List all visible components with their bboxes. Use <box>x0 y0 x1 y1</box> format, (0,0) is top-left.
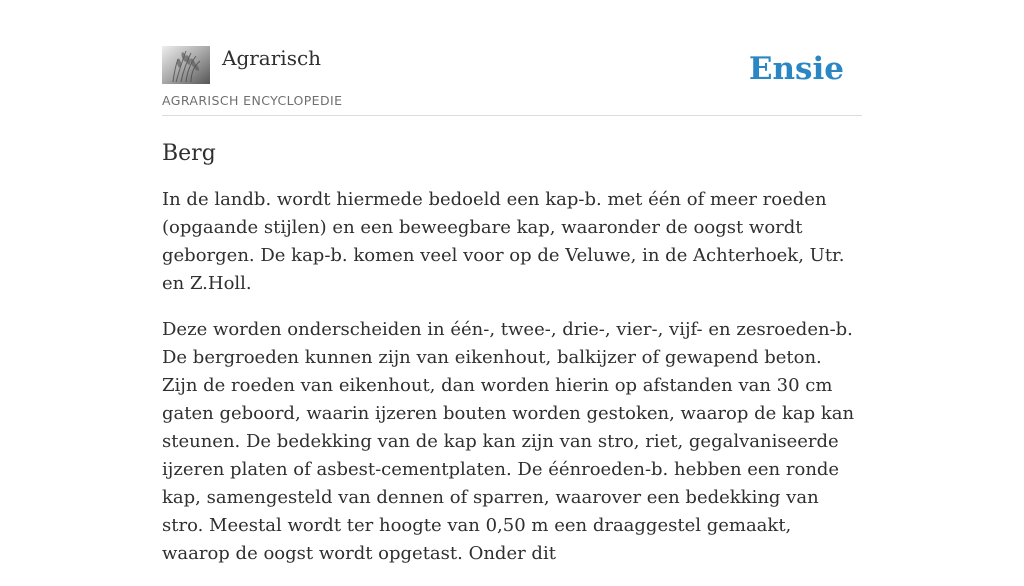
article-paragraph-1: In de landb. wordt hiermede bedoeld een kap-b. met één of meer roeden (opgaande stijlen) en een beweegbare kap, waaronder de oogst wordt geborgen. De kap-b. komen veel voor op de Veluwe, in de Achterhoek, Utr. en Z.Holl. <box>162 189 845 294</box>
brand-logo[interactable]: Ensie <box>748 51 844 87</box>
site-header <box>162 0 862 116</box>
article-paragraph-2: Deze worden onderscheiden in één-, twee-, drie-, vier-, vijf- en zesroeden-b. De bergroeden kunnen zijn van eikenhout, balkijzer of gewapend beton. Zijn de roeden van eikenhout, dan worden hierin op afstanden van 30 cm gaten geboord, waarin ijzeren bouten worden gestoken, waarop de kap kan steunen. De bedekking van de kap kan zijn van stro, riet, gegalvaniseerde ijzeren platen of asbest-cementplaten. De éénroeden-b. hebben een ronde kap, samengesteld van dennen of sparren, waarover een bedekking van stro. Meestal wordt ter hoogte van 0,50 m een draaggestel gemaakt, waarop de oogst wordt opgetast. Onder dit <box>162 319 855 564</box>
page-container <box>162 0 862 564</box>
article-title: Berg <box>162 141 216 166</box>
article <box>162 140 862 586</box>
site-name[interactable]: Agrarisch <box>222 46 322 70</box>
wheat-icon[interactable] <box>162 46 210 84</box>
site-tagline: AGRARISCH ENCYCLOPEDIE <box>162 93 343 108</box>
